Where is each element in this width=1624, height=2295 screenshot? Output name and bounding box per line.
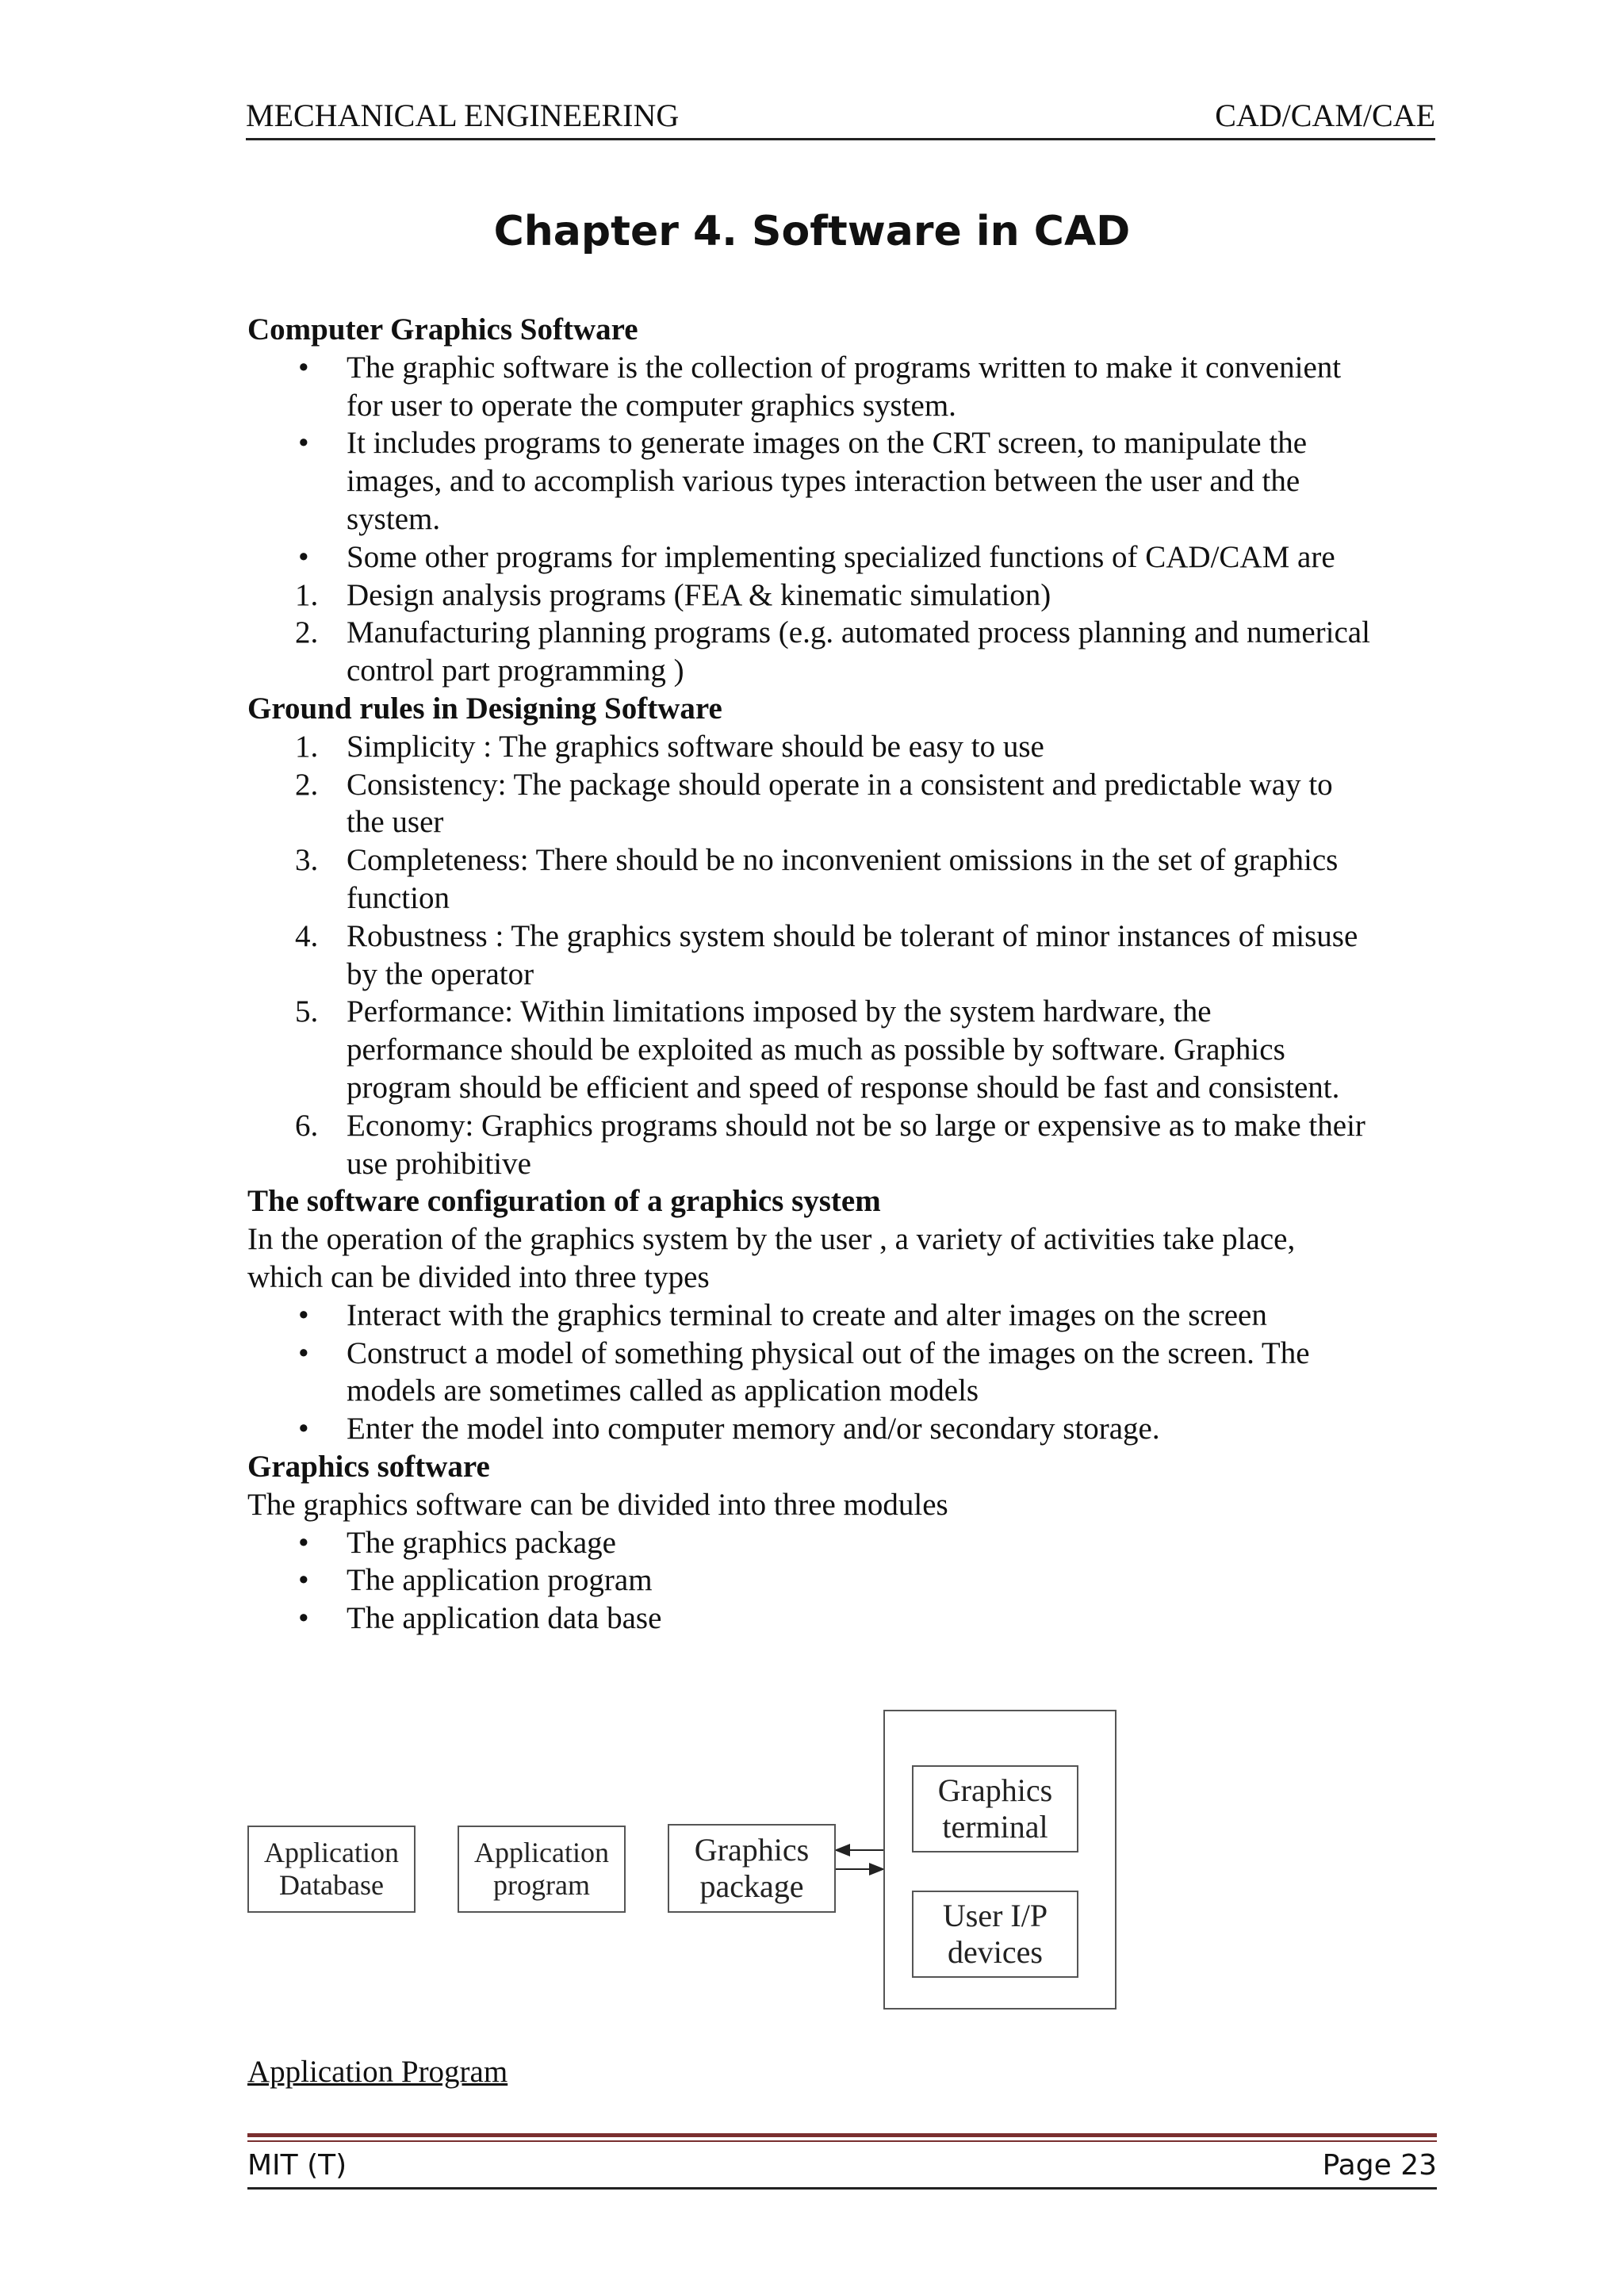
section-heading-graphics-software: Graphics software [247, 1449, 490, 1484]
document-body [247, 311, 1373, 1638]
numbered-item: 1. Design analysis programs (FEA & kinematic simulation) [295, 577, 1051, 612]
header-subject: CAD/CAM/CAE [1215, 98, 1435, 133]
bullet-item: • Some other programs for implementing specialized functions of CAD/CAM are [247, 538, 1373, 577]
application-database-box: Application Database [247, 1826, 416, 1913]
page-header [246, 94, 1435, 140]
numbered-item: 4. Robustness : The graphics system should be tolerant of minor instances of misuse by the operator [295, 918, 1358, 991]
page-footer [247, 2143, 1437, 2190]
numbered-item: 3. Completeness: There should be no inconvenient omissions in the set of graphics function [295, 843, 1339, 915]
footer-institution: MIT (T) [247, 2149, 347, 2182]
section-heading-computer-graphics-software: Computer Graphics Software [247, 312, 638, 347]
graphics-terminal-box: Graphics terminal [912, 1765, 1078, 1852]
bullet-item: • Enter the model into computer memory and/or secondary storage. [247, 1410, 1373, 1448]
bullet-item: • Construct a model of something physical out of the images on the screen. The models are sometimes called as application models [247, 1335, 1373, 1411]
bullet-item: • The graphic software is the collection of programs written to make it convenient for user to operate the computer graphics system. [247, 349, 1373, 425]
paragraph: The graphics software can be divided into three modules [247, 1487, 948, 1522]
footer-rule [247, 2133, 1437, 2137]
footer-rule [247, 2140, 1437, 2142]
header-department: MECHANICAL ENGINEERING [246, 98, 680, 133]
numbered-item: 1. Simplicity : The graphics software should be easy to use [295, 729, 1044, 764]
page-number: Page 23 [1322, 2149, 1437, 2182]
bullet-item: • The graphics package [247, 1524, 1373, 1562]
graphics-package-box: Graphics package [668, 1824, 836, 1913]
numbered-item: 2. Consistency: The package should operate in a consistent and predictable way to the user [295, 767, 1333, 840]
graphics-software-diagram [238, 1705, 1126, 2014]
application-program-heading: Application Program [247, 2055, 508, 2089]
user-io-devices-box: User I/P devices [912, 1891, 1078, 1978]
numbered-item: 2. Manufacturing planning programs (e.g. automated process planning and numerical control part programming ) [295, 615, 1370, 688]
chapter-title: Chapter 4. Software in CAD [493, 208, 1131, 255]
paragraph: In the operation of the graphics system by the user , a variety of activities take place, which can be divided into three types [247, 1222, 1296, 1294]
application-program-box: Application program [458, 1826, 626, 1913]
numbered-item: 6. Economy: Graphics programs should not be so large or expensive as to make their use prohibitive [295, 1108, 1365, 1181]
section-heading-software-configuration: The software configuration of a graphics system [247, 1184, 881, 1219]
bullet-item: • It includes programs to generate images on the CRT screen, to manipulate the images, and to accomplish various types interaction between the user and the system. [247, 424, 1373, 538]
numbered-item: 5. Performance: Within limitations imposed by the system hardware, the performance should be exploited as much as possible by software. Graphics program should be efficient and speed of response should be fast and consistent. [295, 994, 1340, 1105]
bullet-item: • Interact with the graphics terminal to create and alter images on the screen [247, 1297, 1373, 1335]
section-heading-ground-rules: Ground rules in Designing Software [247, 691, 722, 726]
bullet-item: • The application program [247, 1561, 1373, 1600]
bullet-item: • The application data base [247, 1600, 1373, 1638]
